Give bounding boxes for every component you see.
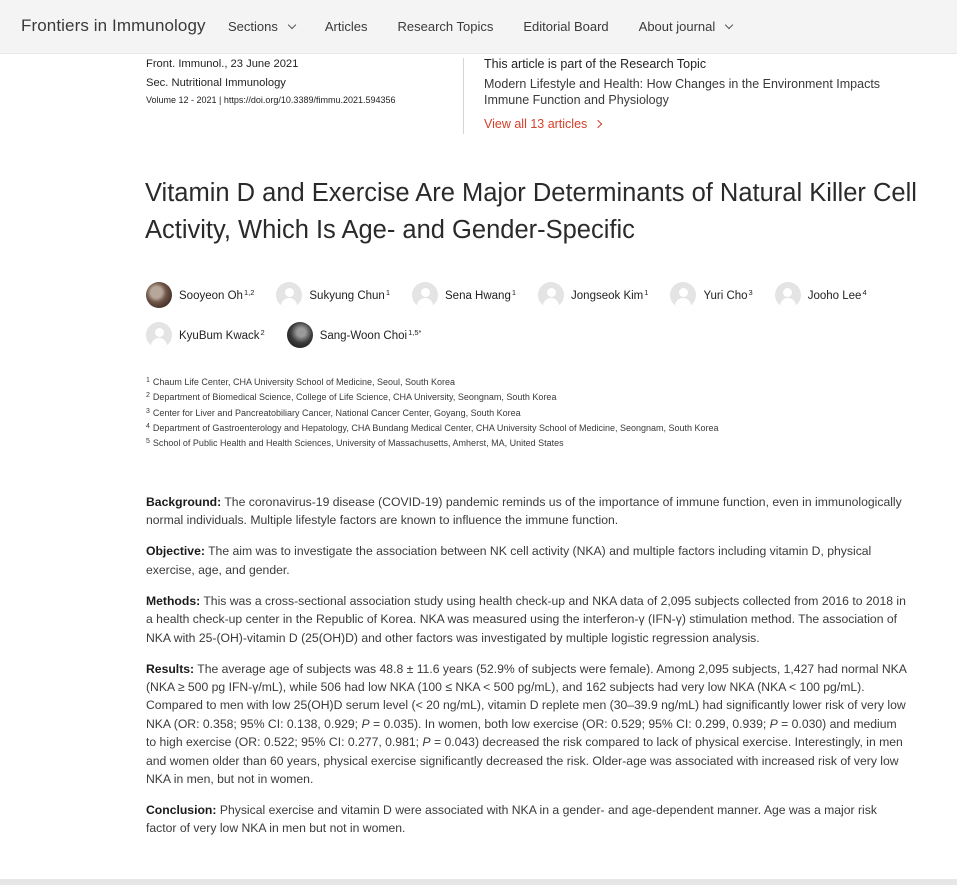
abstract-conclusion: Conclusion: Physical exercise and vitamin D were associated with NKA in a gender- and age-dependent manner. Age was a major risk factor of very low NKA in men but not in women. [146,803,877,836]
author-name: Yuri Cho$^3$ [703,288,753,302]
nav-research-topics-label: Research Topics [397,19,494,34]
user-avatar-icon [670,282,696,308]
author-item[interactable] [146,282,254,308]
affiliation-item: $^3$ Center for Liver and Pancreatobiliary Cancer, National Cancer Center, Goyang, South Korea [146,407,521,418]
nav-sections[interactable] [228,19,295,34]
author-item[interactable] [775,282,867,308]
user-avatar-icon [412,282,438,308]
research-topic-box [484,57,904,131]
view-all-articles-label: View all 13 articles [484,117,588,131]
nav-about-journal-label: About journal [638,19,716,34]
affiliation-item: $^1$ Chaum Life Center, CHA University School of Medicine, Seoul, South Korea [146,377,456,387]
chevron-down-icon [288,20,296,28]
author-name: Sang-Woon Choi$^{1,5*}$ [319,328,422,342]
view-all-articles-link[interactable] [484,117,904,131]
nav-about-journal[interactable] [639,19,733,34]
affiliation-item: $^2$ Department of Biomedical Science, College of Life Science, CHA University, Seongnam, South Korea [146,392,557,403]
journal-brand-link[interactable]: Frontiers in Immunology [21,16,206,35]
author-row [146,322,906,348]
user-avatar-icon [276,282,302,308]
author-name: Sena Hwang$^1$ [445,288,517,302]
meta-divider [463,58,464,134]
author-item[interactable] [146,322,265,348]
journal-section[interactable]: Sec. Nutritional Immunology [146,77,286,89]
author-item[interactable] [276,282,390,308]
volume-doi[interactable]: Volume 12 - 2021 | https://doi.org/10.3389/fimmu.2021.594356 [146,95,396,105]
chevron-down-icon [725,20,733,28]
author-photo [146,282,172,308]
abstract-results: Results: The average age of subjects was 48.8 ± 11.6 years (52.9% of subjects were female). Among 2,095 subjects, 1,427 had normal NKA (NKA ≥ 500 pg IFN-γ/mL), while 506 had low NKA (100 ≤ NKA < 500 pg/mL), and 162 subjects had very low NKA (NKA < 100 pg/mL). Compared to men with low 25(OH)D serum level (< 20 ng/mL), vitamin D replete men (30–39.9 ng/mL) had significantly lower risk of very low NKA (OR: 0.358; 95% CI: 0.138, 0.929; P = 0.035). In women, both low exercise (OR: 0.529; 95% CI: 0.299, 0.939; P = 0.030) and medium to high exercise (OR: 0.522; 95% CI: 0.277, 0.981; P = 0.043) decreased the risk compared to lack of physical exercise. Interestingly, in men and women older than 60 years, physical exercise significantly decreased the risk. Older-age was associated with increased risk of very low NKA in men, but not in women. [146,661,907,787]
affiliation-item: $^5$ School of Public Health and Health Sciences, University of Massachusetts, Amherst, MA, United States [146,438,564,449]
author-row [146,282,906,308]
abstract-methods: Methods: This was a cross-sectional association study using health check-up and NKA data of 2,095 subjects collected from 2016 to 2018 in a health check-up center in the Republic of Korea. NKA was measured using the interferon-γ (IFN-γ) stimulation method. The association of NKA with 25-(OH)-vitamin D (25(OH)D) and other factors was investigated by multiple logistic regression analysis. [146,593,906,645]
nav-research-topics[interactable] [398,19,494,34]
chevron-right-icon [594,120,602,128]
author-item[interactable] [670,282,752,308]
author-item[interactable] [412,282,516,308]
top-nav-bar [0,0,957,54]
user-avatar-icon [538,282,564,308]
author-name: Jooho Lee$^4$ [807,288,867,302]
user-avatar-icon [775,282,801,308]
nav-sections-label: Sections [228,19,278,34]
journal-date: Front. Immunol., 23 June 2021 [146,58,299,70]
author-name: Sukyung Chun$^1$ [309,288,390,302]
abstract-objective: Objective: The aim was to investigate the association between NK cell activity (NKA) and multiple factors including vitamin D, physical exercise, age, and gender. [146,544,872,577]
author-name: Jongseok Kim$^1$ [571,288,649,302]
author-name: KyuBum Kwack$^2$ [179,328,265,342]
main-nav [228,19,762,34]
author-item[interactable] [538,282,648,308]
nav-editorial-board[interactable] [523,19,608,34]
nav-editorial-board-label: Editorial Board [523,19,609,34]
abstract-background: Background: The coronavirus-19 disease (COVID-19) pandemic reminds us of the importance of immune function, even in immunologically normal individuals. Multiple lifestyle factors are known to influence the immune function. [146,495,902,528]
author-name: Sooyeon Oh$^{1,2}$ [179,288,255,302]
nav-articles-label: Articles [324,19,368,34]
user-avatar-icon [146,322,172,348]
affiliation-item: $^4$ Department of Gastroenterology and Hepatology, CHA Bundang Medical Center, CHA University School of Medicine, Seongnam, South Korea [146,422,719,433]
research-topic-heading: This article is part of the Research Topic [484,57,707,71]
author-photo [287,322,313,348]
author-item[interactable] [287,322,422,348]
affiliation-list [146,374,906,450]
article-meta [146,58,396,105]
article-title: Vitamin D and Exercise Are Major Determinants of Natural Killer Cell Activity, Which Is Age- and Gender-Specific [145,179,917,244]
page-bottom-edge [0,879,957,885]
nav-articles[interactable] [325,19,368,34]
research-topic-title-link[interactable]: Modern Lifestyle and Health: How Changes in the Environment Impacts Immune Function and Physiology [484,77,881,107]
abstract [146,493,908,850]
author-list [146,282,906,362]
